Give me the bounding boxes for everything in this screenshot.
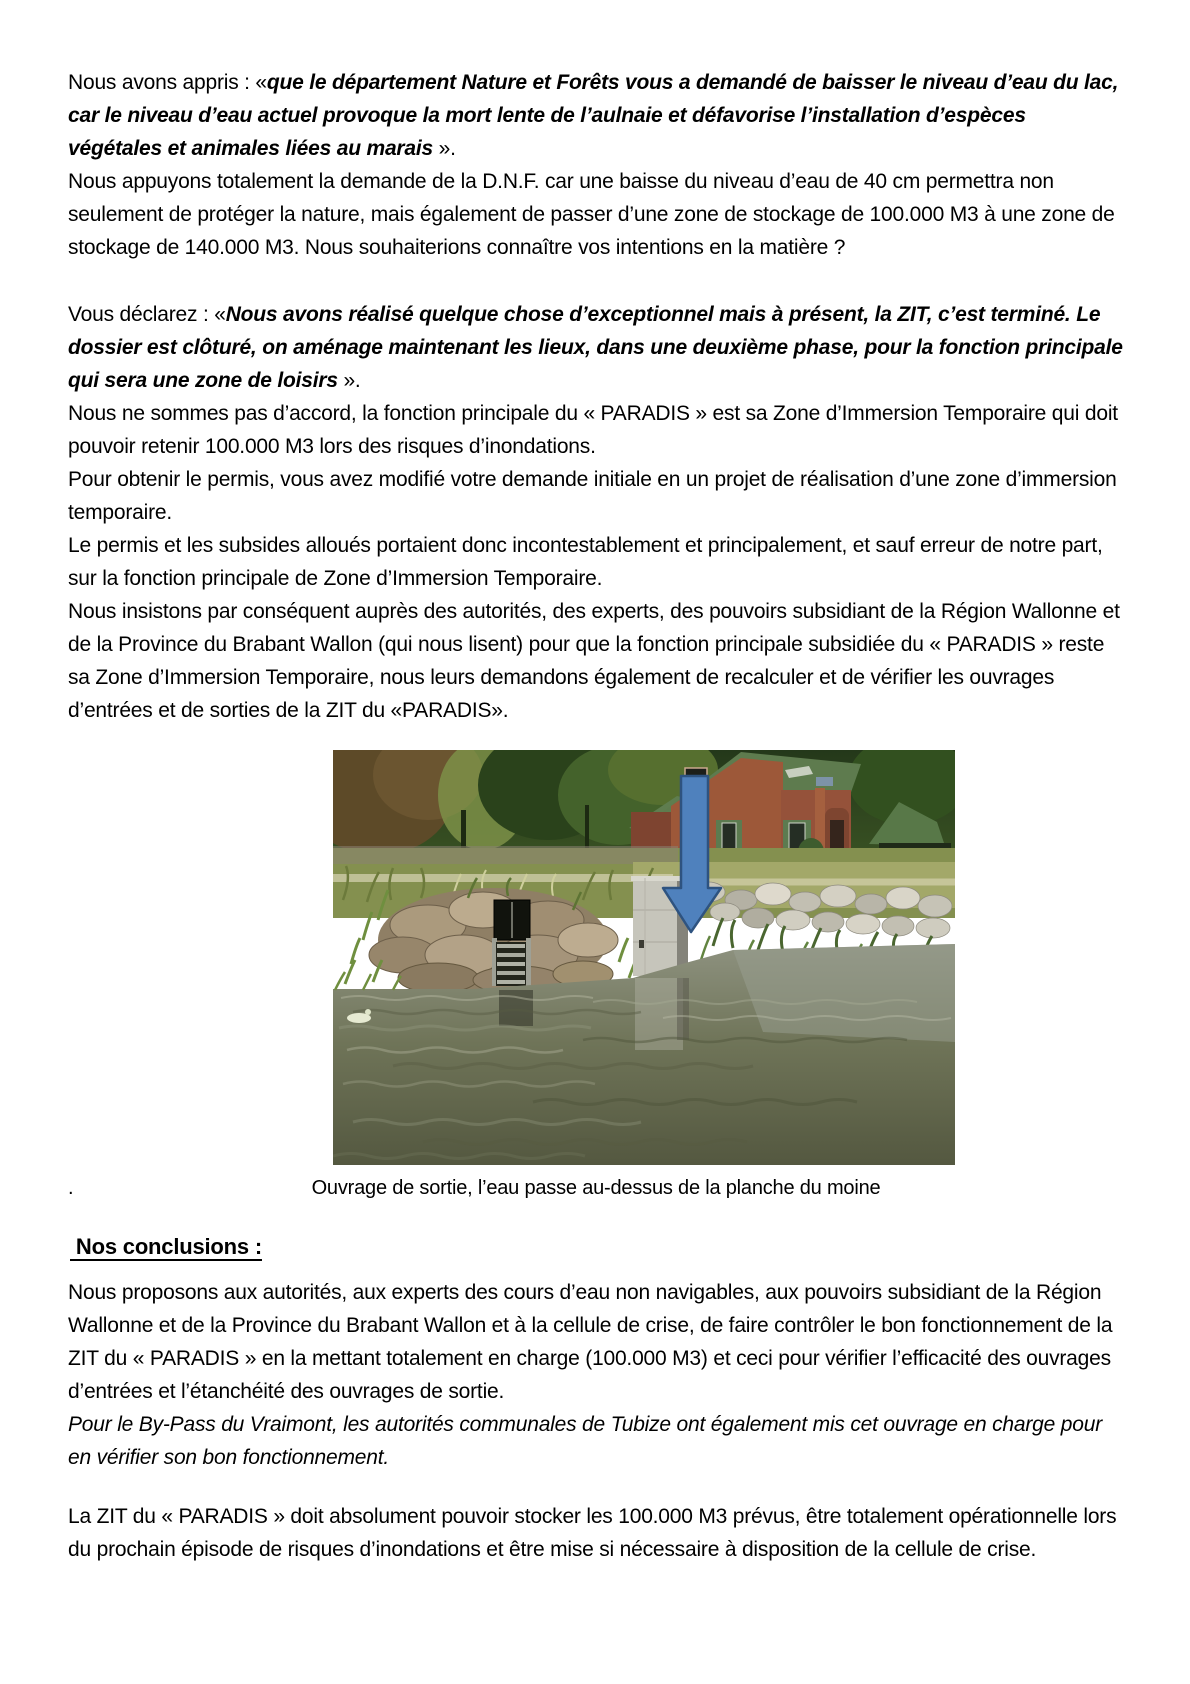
paragraph-vous-declarez <box>68 298 1124 397</box>
p3-quote: Nous avons réalisé quelque chose d’exceptionnel mais à présent, la ZIT, c’est terminé. Le dossier est clôturé, on aménage maintenant les lieux, dans une deuxième phase, pour la fonction principale qui sera une zone de loisirs <box>68 303 1123 392</box>
p1-quote: que le département Nature et Forêts vous a demandé de baisser le niveau d’eau du lac, car le niveau d’eau actuel provoque la mort lente de l’aulnaie et défavorise l’installation d’espèces végétales et animales liées au marais <box>68 71 1119 160</box>
p3-suffix: ». <box>337 369 361 392</box>
paragraph-zit-stocker: La ZIT du « PARADIS » doit absolument pouvoir stocker les 100.000 M3 prévus, être totalement opérationnelle lors du prochain épisode de risques d’inondations et être mise si nécessaire à disposition de la cellule de crise. <box>68 1505 1117 1561</box>
paragraph-demande-dnf: Nous appuyons totalement la demande de la D.N.F. car une baisse du niveau d’eau de 40 cm permettra non seulement de protéger la nature, mais également de passer d’une zone de stockage de 100.000 M3 à une zone de stockage de 140.000 M3. Nous souhaiterions connaître vos intentions en la matière ? <box>68 170 1115 259</box>
outlet-photo <box>333 750 955 1165</box>
photo-caption-row <box>68 1175 1124 1202</box>
outlet-photo-drawing <box>333 750 955 1165</box>
document-body <box>68 66 1124 1566</box>
caption-dot: . <box>68 1177 74 1199</box>
p1-prefix: Nous avons appris : « <box>68 71 267 94</box>
conclusions-heading: Nos conclusions : <box>70 1234 262 1259</box>
paragraph-desaccord: Nous ne sommes pas d’accord, la fonction principale du « PARADIS » est sa Zone d’Immersion Temporaire qui doit pouvoir retenir 100.000 M3 lors des risques d’inondations. <box>68 402 1118 458</box>
photo-caption: Ouvrage de sortie, l’eau passe au-dessus de la planche du moine <box>311 1177 881 1199</box>
paragraph-nous-avons-appris <box>68 66 1124 165</box>
paragraph-bypass-italic: Pour le By-Pass du Vraimont, les autorités communales de Tubize ont également mis cet ouvrage en charge pour en vérifier son bon fonctionnement. <box>68 1413 1103 1469</box>
photo-ladder-structure <box>492 900 531 986</box>
paragraph-subsides: Le permis et les subsides alloués portaient donc incontestablement et principalement, et sauf erreur de notre part, sur la fonction principale de Zone d’Immersion Temporaire. <box>68 534 1103 590</box>
paragraph-permis: Pour obtenir le permis, vous avez modifié votre demande initiale en un projet de réalisation d’une zone d’immersion temporaire. <box>68 468 1117 524</box>
p1-suffix: ». <box>433 137 456 160</box>
p3-prefix: Vous déclarez : « <box>68 303 226 326</box>
paragraph-proposons: Nous proposons aux autorités, aux experts des cours d’eau non navigables, aux pouvoirs subsidiant de la Région Wallonne et de la Province du Brabant Wallon et à la cellule de crise, de faire contrôler le bon fonctionnement de la ZIT du « PARADIS » en la mettant totalement en charge (100.000 M3) et ceci pour vérifier l’efficacité des ouvrages d’entrées et l’étanchéité des ouvrages de sortie. <box>68 1281 1113 1403</box>
paragraph-insistons: Nous insistons par conséquent auprès des autorités, des experts, des pouvoirs subsidiant de la Région Wallonne et de la Province du Brabant Wallon (qui nous lisent) pour que la fonction principale subsidiée du « PARADIS » reste sa Zone d’Immersion Temporaire, nous leurs demandons également de recalculer et de vérifier les ouvrages d’entrées et de sorties de la ZIT du «PARADIS». <box>68 600 1120 722</box>
